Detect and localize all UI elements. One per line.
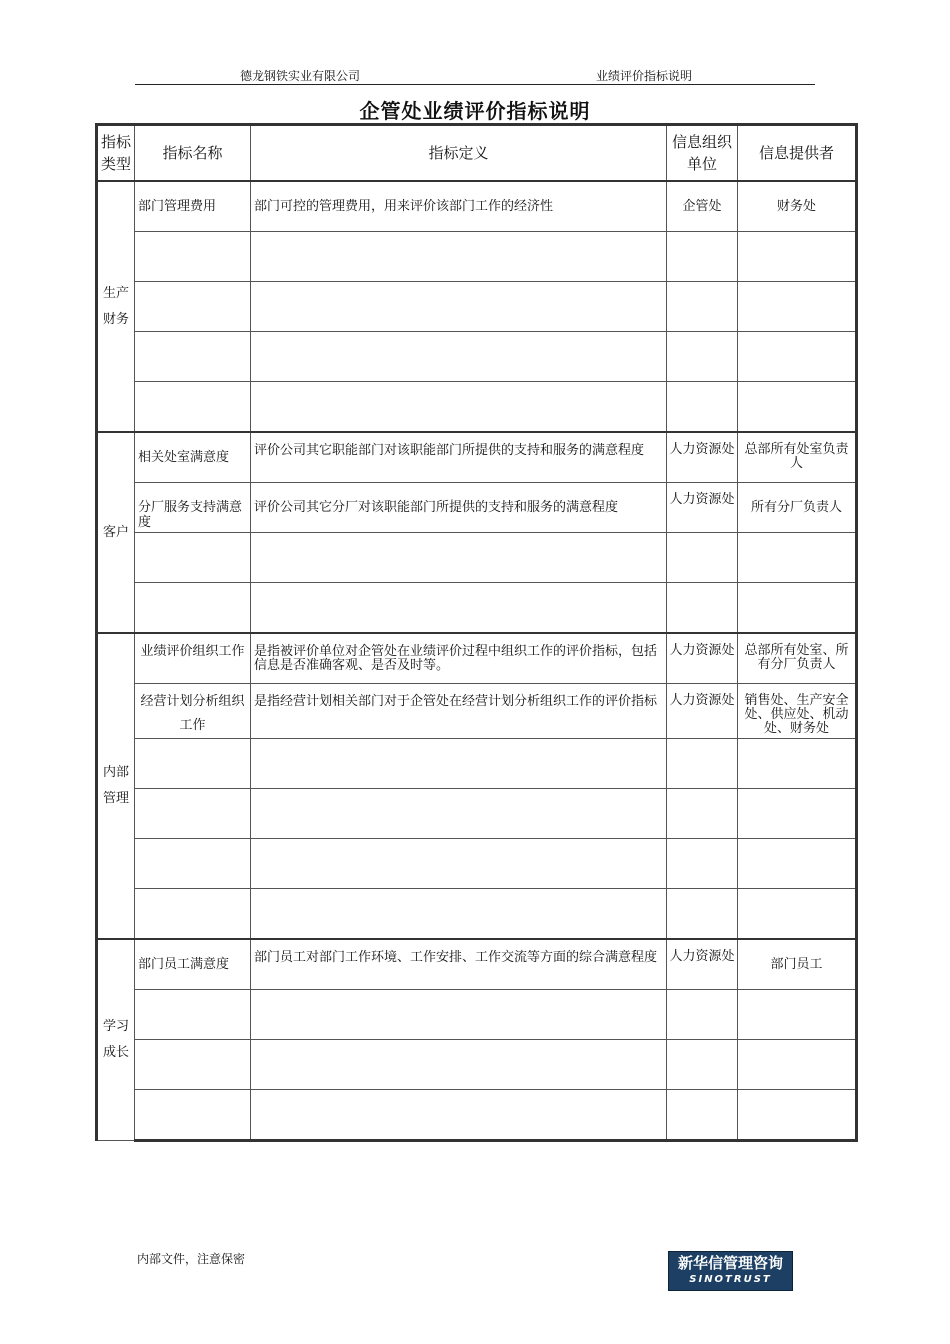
- info-provider-cell: [738, 1040, 857, 1090]
- indicator-definition: [251, 839, 666, 856]
- indicator-name: 部门管理费用: [138, 199, 217, 214]
- header-document-name: 业绩评价指标说明: [596, 69, 693, 83]
- info-provider-cell: [738, 789, 857, 839]
- indicator-name: [135, 533, 250, 550]
- indicator-name: [135, 1090, 250, 1107]
- indicator-definition: [251, 789, 666, 806]
- indicator-name-cell: [135, 739, 251, 789]
- indicator-name-cell: [135, 990, 251, 1040]
- info-org-cell: [667, 583, 738, 634]
- table-header-row: [97, 125, 857, 182]
- info-org: [667, 282, 737, 299]
- indicator-definition: [251, 1090, 666, 1107]
- indicator-name: [135, 739, 250, 756]
- info-provider: [738, 232, 855, 249]
- indicator-name: [135, 1040, 250, 1057]
- info-org: [667, 889, 737, 906]
- indicator-definition-cell: [251, 684, 667, 739]
- indicator-name: [135, 282, 250, 299]
- indicator-name: [135, 382, 250, 399]
- indicator-name-cell: [135, 583, 251, 634]
- indicator-definition: [251, 1040, 666, 1057]
- info-org-cell: [667, 990, 738, 1040]
- indicator-type-cell: 学习成长: [97, 939, 135, 1141]
- info-provider: 总部所有处室负责人: [744, 442, 849, 471]
- table-row: [97, 533, 857, 583]
- table-row: [97, 181, 857, 232]
- column-header-type: 指标类型: [97, 125, 135, 182]
- indicator-definition-cell: [251, 789, 667, 839]
- indicator-name-cell: [135, 332, 251, 382]
- info-provider: [738, 990, 855, 1007]
- table-row: [97, 739, 857, 789]
- info-provider-cell: [738, 282, 857, 332]
- indicator-definition-cell: [251, 1040, 667, 1090]
- table-row: [97, 432, 857, 483]
- info-provider: [738, 1040, 855, 1057]
- indicator-definition: [251, 382, 666, 399]
- indicator-definition-cell: [251, 533, 667, 583]
- indicator-name-cell: [135, 839, 251, 889]
- indicator-definition-cell: [251, 839, 667, 889]
- info-provider-cell: [738, 583, 857, 634]
- indicator-definition-cell: [251, 332, 667, 382]
- info-provider: 销售处、生产安全处、供应处、机动处、财务处: [744, 693, 849, 736]
- info-provider-cell: [738, 684, 857, 739]
- indicator-name-cell: [135, 789, 251, 839]
- info-org: [667, 533, 737, 550]
- table-row: [97, 839, 857, 889]
- info-org: [667, 583, 737, 600]
- info-provider: [738, 382, 855, 399]
- table-row: [97, 332, 857, 382]
- indicator-name-cell: [135, 282, 251, 332]
- table-row: [97, 684, 857, 739]
- indicator-name: [135, 789, 250, 806]
- indicator-name: [135, 232, 250, 249]
- info-provider-cell: [738, 432, 857, 483]
- info-provider: 所有分厂负责人: [750, 500, 842, 515]
- info-org: [667, 789, 737, 806]
- info-provider: 财务处: [776, 199, 816, 214]
- indicator-definition-cell: [251, 181, 667, 232]
- info-provider: 部门员工: [770, 957, 823, 972]
- indicator-definition-cell: [251, 939, 667, 990]
- indicator-definition: [251, 889, 666, 906]
- info-org-cell: [667, 382, 738, 433]
- info-org: 人力资源处: [669, 492, 735, 507]
- sinotrust-logo: [668, 1251, 793, 1291]
- indicator-definition-cell: [251, 633, 667, 684]
- info-provider: [738, 583, 855, 600]
- info-org-cell: [667, 483, 738, 533]
- indicator-definition-cell: [251, 382, 667, 433]
- header-divider: [135, 84, 815, 85]
- table-row: [97, 583, 857, 634]
- info-provider: [738, 533, 855, 550]
- info-org: 人力资源处: [669, 442, 735, 457]
- indicator-name: 部门员工满意度: [138, 957, 230, 972]
- indicator-name-cell: [135, 232, 251, 282]
- table-row: [97, 483, 857, 533]
- column-header-provider: 信息提供者: [738, 125, 857, 182]
- indicator-name: 经营计划分析组织工作: [140, 694, 245, 733]
- info-org: 人力资源处: [669, 693, 735, 708]
- info-provider-cell: [738, 483, 857, 533]
- info-provider-cell: [738, 839, 857, 889]
- info-org-cell: [667, 633, 738, 684]
- info-provider-cell: [738, 181, 857, 232]
- info-org: [667, 332, 737, 349]
- indicator-name-cell: [135, 382, 251, 433]
- indicator-definition-cell: [251, 232, 667, 282]
- indicator-name-cell: [135, 1090, 251, 1141]
- info-provider-cell: [738, 633, 857, 684]
- info-provider-cell: [738, 739, 857, 789]
- indicator-definition-cell: [251, 282, 667, 332]
- indicator-name-cell: [135, 939, 251, 990]
- indicator-definition: [251, 533, 666, 550]
- indicator-type-cell: 生产财务: [97, 181, 135, 432]
- indicator-definition-cell: [251, 990, 667, 1040]
- info-provider-cell: [738, 232, 857, 282]
- column-header-name: 指标名称: [135, 125, 251, 182]
- indicator-type-cell: 客户: [97, 432, 135, 633]
- info-org: [667, 739, 737, 756]
- indicator-name: [135, 889, 250, 906]
- info-org-cell: [667, 533, 738, 583]
- indicator-definition: [251, 232, 666, 249]
- info-provider-cell: [738, 889, 857, 940]
- table-row: [97, 789, 857, 839]
- indicator-name: [135, 332, 250, 349]
- footer-confidential-note: 内部文件，注意保密: [137, 1252, 246, 1266]
- table-row: [97, 633, 857, 684]
- info-org: 人力资源处: [669, 949, 735, 964]
- info-org-cell: [667, 789, 738, 839]
- indicator-definition: 评价公司其它职能部门对该职能部门所提供的支持和服务的满意程度: [254, 443, 645, 458]
- table-body: [97, 181, 857, 1141]
- indicator-definition: 部门员工对部门工作环境、工作安排、工作交流等方面的综合满意程度: [254, 950, 658, 965]
- info-org-cell: [667, 1090, 738, 1141]
- info-org: 人力资源处: [669, 643, 735, 658]
- info-org-cell: [667, 1040, 738, 1090]
- indicator-table: [95, 123, 858, 1142]
- indicator-definition-cell: [251, 889, 667, 940]
- table-row: [97, 382, 857, 433]
- info-provider: 总部所有处室、所有分厂负责人: [744, 643, 849, 672]
- indicator-definition-cell: [251, 583, 667, 634]
- info-org-cell: [667, 432, 738, 483]
- table-row: [97, 282, 857, 332]
- indicator-name-cell: [135, 533, 251, 583]
- indicator-definition: [251, 990, 666, 1007]
- indicator-name-cell: [135, 483, 251, 533]
- table-row: [97, 232, 857, 282]
- info-org: 企管处: [682, 199, 722, 214]
- indicator-name-cell: [135, 889, 251, 940]
- header-company-name: 德龙钢铁实业有限公司: [240, 69, 361, 83]
- info-org: [667, 232, 737, 249]
- table-row: [97, 1040, 857, 1090]
- info-provider: [738, 839, 855, 856]
- indicator-definition-cell: [251, 432, 667, 483]
- table-row: [97, 939, 857, 990]
- indicator-definition: [251, 332, 666, 349]
- info-org-cell: [667, 684, 738, 739]
- indicator-name: 分厂服务支持满意度: [138, 500, 243, 530]
- column-header-definition: 指标定义: [251, 125, 667, 182]
- indicator-name-cell: [135, 684, 251, 739]
- info-org-cell: [667, 232, 738, 282]
- indicator-definition: 评价公司其它分厂对该职能部门所提供的支持和服务的满意程度: [254, 500, 619, 515]
- page-title: 企管处业绩评价指标说明: [359, 99, 591, 123]
- indicator-definition-cell: [251, 1090, 667, 1141]
- info-provider: [738, 332, 855, 349]
- info-provider: [738, 1090, 855, 1107]
- info-org-cell: [667, 839, 738, 889]
- info-provider-cell: [738, 382, 857, 433]
- indicator-definition: 是指经营计划相关部门对于企管处在经营计划分析组织工作的评价指标: [254, 694, 658, 709]
- indicator-name-cell: [135, 633, 251, 684]
- indicator-name: [135, 839, 250, 856]
- indicator-type-cell: 内部管理: [97, 633, 135, 939]
- info-org: [667, 1040, 737, 1057]
- table-row: [97, 990, 857, 1040]
- table-row: [97, 889, 857, 940]
- indicator-definition-cell: [251, 483, 667, 533]
- info-provider: [738, 739, 855, 756]
- info-org: [667, 839, 737, 856]
- indicator-definition: 部门可控的管理费用，用来评价该部门工作的经济性: [254, 199, 554, 214]
- indicator-name: [135, 583, 250, 600]
- info-org-cell: [667, 939, 738, 990]
- info-org: [667, 990, 737, 1007]
- indicator-name-cell: [135, 181, 251, 232]
- info-provider-cell: [738, 990, 857, 1040]
- info-org: [667, 382, 737, 399]
- info-org-cell: [667, 889, 738, 940]
- info-provider-cell: [738, 332, 857, 382]
- info-provider-cell: [738, 1090, 857, 1141]
- table-row: [97, 1090, 857, 1141]
- logo-chinese-text: 新华信管理咨询: [677, 1254, 783, 1272]
- indicator-name: [135, 990, 250, 1007]
- indicator-definition: 是指被评价单位对企管处在业绩评价过程中组织工作的评价指标，包括信息是否准确客观、是否及时等。: [254, 644, 658, 673]
- indicator-name: 业绩评价组织工作: [140, 644, 245, 659]
- column-header-org: 信息组织单位: [667, 125, 738, 182]
- info-org-cell: [667, 181, 738, 232]
- info-provider: [738, 789, 855, 806]
- info-provider-cell: [738, 939, 857, 990]
- indicator-name: 相关处室满意度: [138, 450, 230, 465]
- indicator-name-cell: [135, 1040, 251, 1090]
- logo-english-text: SINOTRUST: [689, 1274, 772, 1285]
- indicator-definition: [251, 282, 666, 299]
- info-org-cell: [667, 332, 738, 382]
- info-org: [667, 1090, 737, 1107]
- indicator-definition: [251, 739, 666, 756]
- indicator-definition: [251, 583, 666, 600]
- info-provider-cell: [738, 533, 857, 583]
- indicator-definition-cell: [251, 739, 667, 789]
- indicator-name-cell: [135, 432, 251, 483]
- info-provider: [738, 282, 855, 299]
- info-org-cell: [667, 739, 738, 789]
- info-org-cell: [667, 282, 738, 332]
- info-provider: [738, 889, 855, 906]
